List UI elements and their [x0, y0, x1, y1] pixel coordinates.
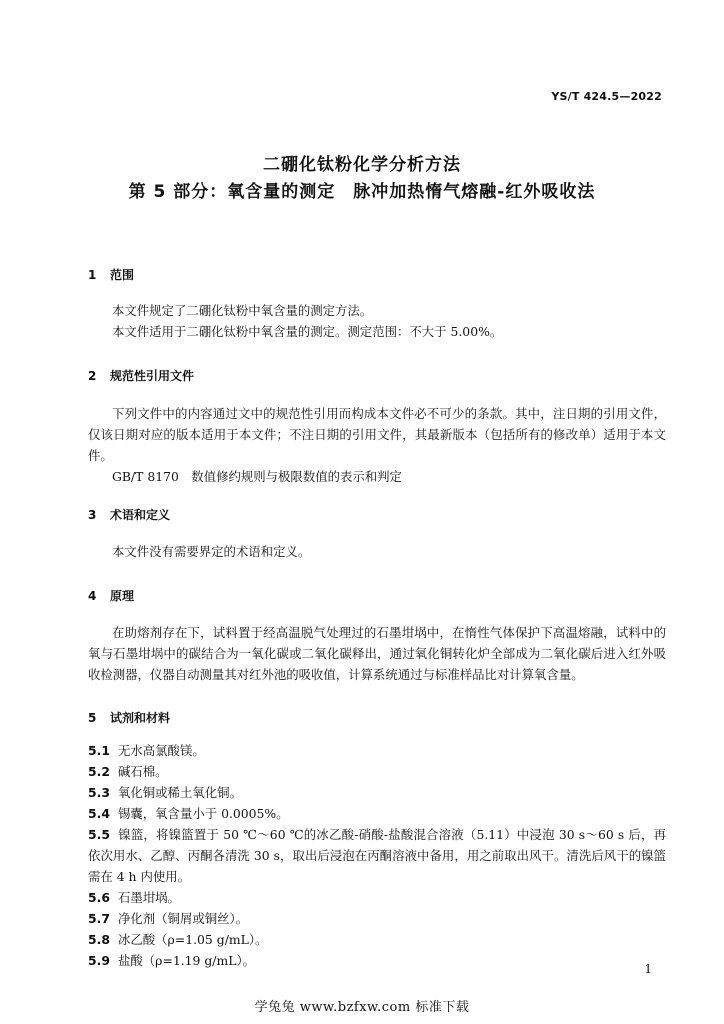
document-subtitle: 第 5 部分：氧含量的测定 脉冲加热惰气熔融-红外吸收法	[128, 182, 596, 202]
item-text: 碱石棉。	[118, 764, 168, 779]
section-number: 3	[88, 508, 97, 522]
item-text: 无水高氯酸镁。	[118, 743, 205, 758]
list-item	[88, 824, 666, 887]
item-text: 石墨坩埚。	[118, 890, 180, 905]
list-item	[88, 908, 666, 929]
paragraph: 在助熔剂存在下，试料置于经高温脱气处理过的石墨坩埚中，在惰性气体保护下高温熔融，试料中的氧与石墨坩埚中的碳结合为一氧化碳或二氧化碳释出，通过氧化铜转化炉全部成为二氧化碳后进入红外吸收检测器，仪器自动测量其对红外池的吸收值，计算系统通过与标准样品比对计算氧含量。	[88, 625, 666, 682]
item-text: 冰乙酸（ρ=1.05 g/mL）。	[118, 932, 268, 947]
item-number: 5.1	[88, 743, 110, 758]
list-item	[88, 929, 666, 950]
section-title: 术语和定义	[110, 508, 171, 522]
item-text: 氧化铜或稀土氧化铜。	[118, 785, 242, 800]
list-item	[88, 887, 666, 908]
item-number: 5.8	[88, 932, 110, 947]
item-number: 5.4	[88, 806, 110, 821]
list-item	[88, 950, 666, 971]
reference-item: GB/T 8170 数值修约规则与极限数值的表示和判定	[112, 469, 402, 484]
footer-watermark: 学兔兔 www.bzfxw.com 标准下载	[254, 1000, 470, 1015]
section-heading	[88, 367, 194, 384]
paragraph: 本文件规定了二硼化钛粉中氧含量的测定方法。	[112, 303, 373, 318]
section-number: 2	[88, 369, 97, 383]
paragraph: 本文件适用于二硼化钛粉中氧含量的测定。测定范围：不大于 5.00%。	[112, 324, 503, 339]
section-number: 4	[88, 589, 97, 603]
item-number: 5.7	[88, 911, 110, 926]
section-heading	[88, 266, 134, 283]
item-text: 锡囊，氧含量小于 0.0005%。	[118, 806, 289, 821]
item-text: 净化剂（铜屑或铜丝）。	[118, 911, 249, 926]
paragraph: 下列文件中的内容通过文中的规范性引用而构成本文件必不可少的条款。其中，注日期的引用文件，仅该日期对应的版本适用于本文件；不注日期的引用文件，其最新版本（包括所有的修改单）适用于本文件。	[88, 406, 666, 463]
list-item	[88, 803, 666, 824]
section-title: 规范性引用文件	[110, 369, 195, 383]
section-title: 试剂和材料	[110, 711, 171, 725]
item-number: 5.9	[88, 953, 110, 968]
item-number: 5.2	[88, 764, 110, 779]
section-heading	[88, 709, 170, 726]
item-number: 5.3	[88, 785, 110, 800]
page-number: 1	[644, 962, 652, 976]
item-text: 镍篮，将镍篮置于 50 ℃～60 ℃的冰乙酸-硝酸-盐酸混合溶液（5.11）中浸泡 30 s～60 s 后，再依次用水、乙醇、丙酮各清洗 30 s，取出后浸泡在丙酮溶液中备用，用之前取出风干。清洗后风干的镍篮需在 4 h 内使用。	[88, 827, 666, 884]
list-item	[88, 782, 666, 803]
section-title: 原理	[110, 589, 135, 603]
section-number: 1	[88, 268, 97, 282]
item-text: 盐酸（ρ=1.19 g/mL）。	[118, 953, 256, 968]
list-item	[88, 761, 666, 782]
paragraph: 本文件没有需要界定的术语和定义。	[112, 544, 311, 559]
section-heading	[88, 587, 134, 604]
document-title: 二硼化钛粉化学分析方法	[263, 155, 461, 175]
section-heading	[88, 506, 170, 523]
list-item	[88, 740, 666, 761]
section-title: 范围	[110, 268, 135, 282]
item-number: 5.5	[88, 827, 110, 842]
section-number: 5	[88, 711, 97, 725]
item-number: 5.6	[88, 890, 110, 905]
standard-code: YS/T 424.5—2022	[551, 90, 662, 103]
